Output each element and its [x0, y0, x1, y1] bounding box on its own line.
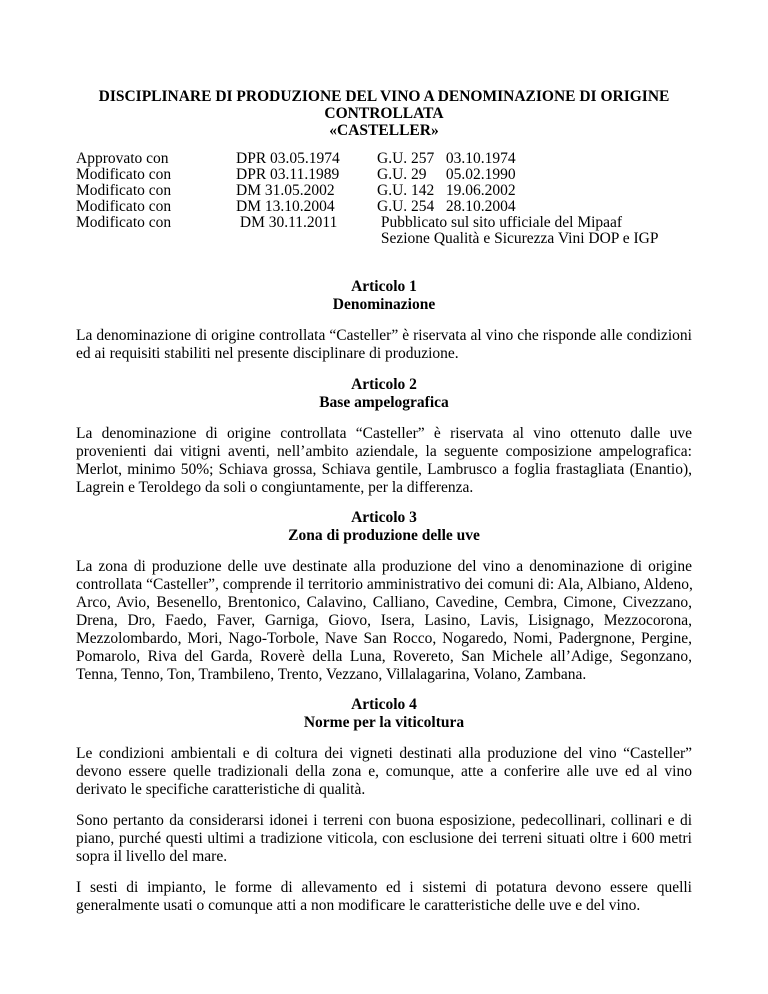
- paragraph-line: Sono pertanto da considerarsi idonei i terreni con buona esposizione, pedecollinari, collinari e di: [76, 812, 692, 829]
- article-number: Articolo 2: [351, 376, 417, 393]
- title-line: «CASTELLER»: [329, 122, 439, 139]
- approval-decree: DPR 03.05.1974: [236, 150, 340, 167]
- paragraph-line: Pomarolo, Riva del Garda, Roverè della Luna, Rovereto, San Michele all’Adige, Segonzano,: [76, 648, 692, 665]
- paragraph-line: derivato le specifiche caratteristiche di qualità.: [76, 781, 366, 798]
- paragraph-line: devono essere quelle tradizionali della zona e, comunque, atte a conferire alle uve ed al vino: [76, 763, 692, 780]
- article-name: Base ampelografica: [319, 394, 449, 411]
- paragraph-line: piano, purché questi ultimi a tradizione viticola, con esclusione dei terreni situati oltre i 600 metri: [76, 830, 692, 847]
- approval-gazette: Pubblicato sul sito ufficiale del Mipaaf: [377, 214, 623, 231]
- article-heading: [76, 278, 692, 314]
- paragraph-line: ed ai requisiti stabiliti nel presente disciplinare di produzione.: [76, 345, 459, 362]
- article-paragraph: [76, 425, 692, 497]
- title-line: DISCIPLINARE DI PRODUZIONE DEL VINO A DENOMINAZIONE DI ORIGINE: [98, 88, 670, 105]
- document-title: [76, 88, 692, 139]
- article-name: Denominazione: [332, 296, 436, 313]
- approval-decree: DM 30.11.2011: [236, 214, 338, 231]
- paragraph-line: Mezzolombardo, Mori, Nago-Torbole, Nave San Rocco, Nogaredo, Nomi, Padergnone, Pergine,: [76, 630, 692, 647]
- article-name: Norme per la viticoltura: [303, 714, 465, 731]
- paragraph-line: La zona di produzione delle uve destinate alla produzione del vino a denominazione di origine: [76, 558, 692, 575]
- article-name: Zona di produzione delle uve: [288, 527, 480, 544]
- article-heading: [76, 376, 692, 412]
- article-heading: [76, 509, 692, 545]
- paragraph-line: I sesti di impianto, le forme di allevamento ed i sistemi di potatura devono essere quelli: [76, 879, 692, 896]
- approval-decree: DPR 03.11.1989: [236, 166, 340, 183]
- article-paragraph: [76, 327, 692, 363]
- article-heading: [76, 696, 692, 732]
- approval-gazette: G.U. 29 05.02.1990: [377, 166, 516, 183]
- paragraph-line: La denominazione di origine controllata “Casteller” è riservata al vino ottenuto dalle uve: [76, 425, 692, 442]
- paragraph-line: Drena, Dro, Faedo, Faver, Garniga, Giovo, Isera, Lasino, Lavis, Lisignago, Mezzocorona,: [76, 612, 692, 629]
- paragraph-line: La denominazione di origine controllata “Casteller” è riservata al vino che risponde alle condizioni: [76, 327, 692, 344]
- paragraph-line: Merlot, minimo 50%; Schiava grossa, Schiava gentile, Lambrusco a foglia frastagliata (Enantio),: [76, 461, 692, 478]
- article-number: Articolo 4: [351, 696, 417, 713]
- approval-gazette: G.U. 142 19.06.2002: [377, 182, 516, 199]
- article-number: Articolo 1: [351, 278, 417, 295]
- article-number: Articolo 3: [351, 509, 417, 526]
- approval-label: Modificato con: [76, 166, 172, 183]
- title-line: CONTROLLATA: [324, 105, 444, 122]
- article-paragraph: [76, 558, 692, 684]
- approval-label: Modificato con: [76, 182, 172, 199]
- approval-label: Modificato con: [76, 198, 172, 215]
- article-paragraph: [76, 879, 692, 915]
- paragraph-line: controllata “Casteller”, comprende il territorio amministrativo dei comuni di: Ala, Albiano, Aldeno,: [76, 576, 693, 593]
- paragraph-line: sopra il livello del mare.: [76, 848, 228, 865]
- approval-gazette: Sezione Qualità e Sicurezza Vini DOP e IGP: [377, 230, 659, 247]
- paragraph-line: Lagrein e Teroldego da soli o congiuntamente, per la differenza.: [76, 479, 474, 496]
- paragraph-line: Le condizioni ambientali e di coltura dei vigneti destinati alla produzione del vino “Casteller”: [76, 745, 692, 762]
- paragraph-line: provenienti dai vitigni aventi, nell’ambito aziendale, la seguente composizione ampelografica:: [76, 443, 692, 460]
- approval-gazette: G.U. 254 28.10.2004: [377, 198, 516, 215]
- paragraph-line: generalmente usati o comunque atti a non modificare le caratteristiche delle uve e del vino.: [76, 897, 641, 914]
- paragraph-line: Arco, Avio, Besenello, Brentonico, Calavino, Calliano, Cavedine, Cembra, Cimone, Civezzano,: [76, 594, 692, 611]
- approval-gazette: G.U. 257 03.10.1974: [377, 150, 516, 167]
- approval-label: Approvato con: [76, 150, 169, 167]
- article-paragraph: [76, 745, 692, 799]
- approval-decree: DM 31.05.2002: [236, 182, 335, 199]
- approval-decree: DM 13.10.2004: [236, 198, 335, 215]
- article-paragraph: [76, 812, 692, 866]
- approval-label: Modificato con: [76, 214, 172, 231]
- paragraph-line: Tenna, Tenno, Ton, Trambileno, Trento, Vezzano, Villalagarina, Volano, Zambana.: [76, 666, 587, 683]
